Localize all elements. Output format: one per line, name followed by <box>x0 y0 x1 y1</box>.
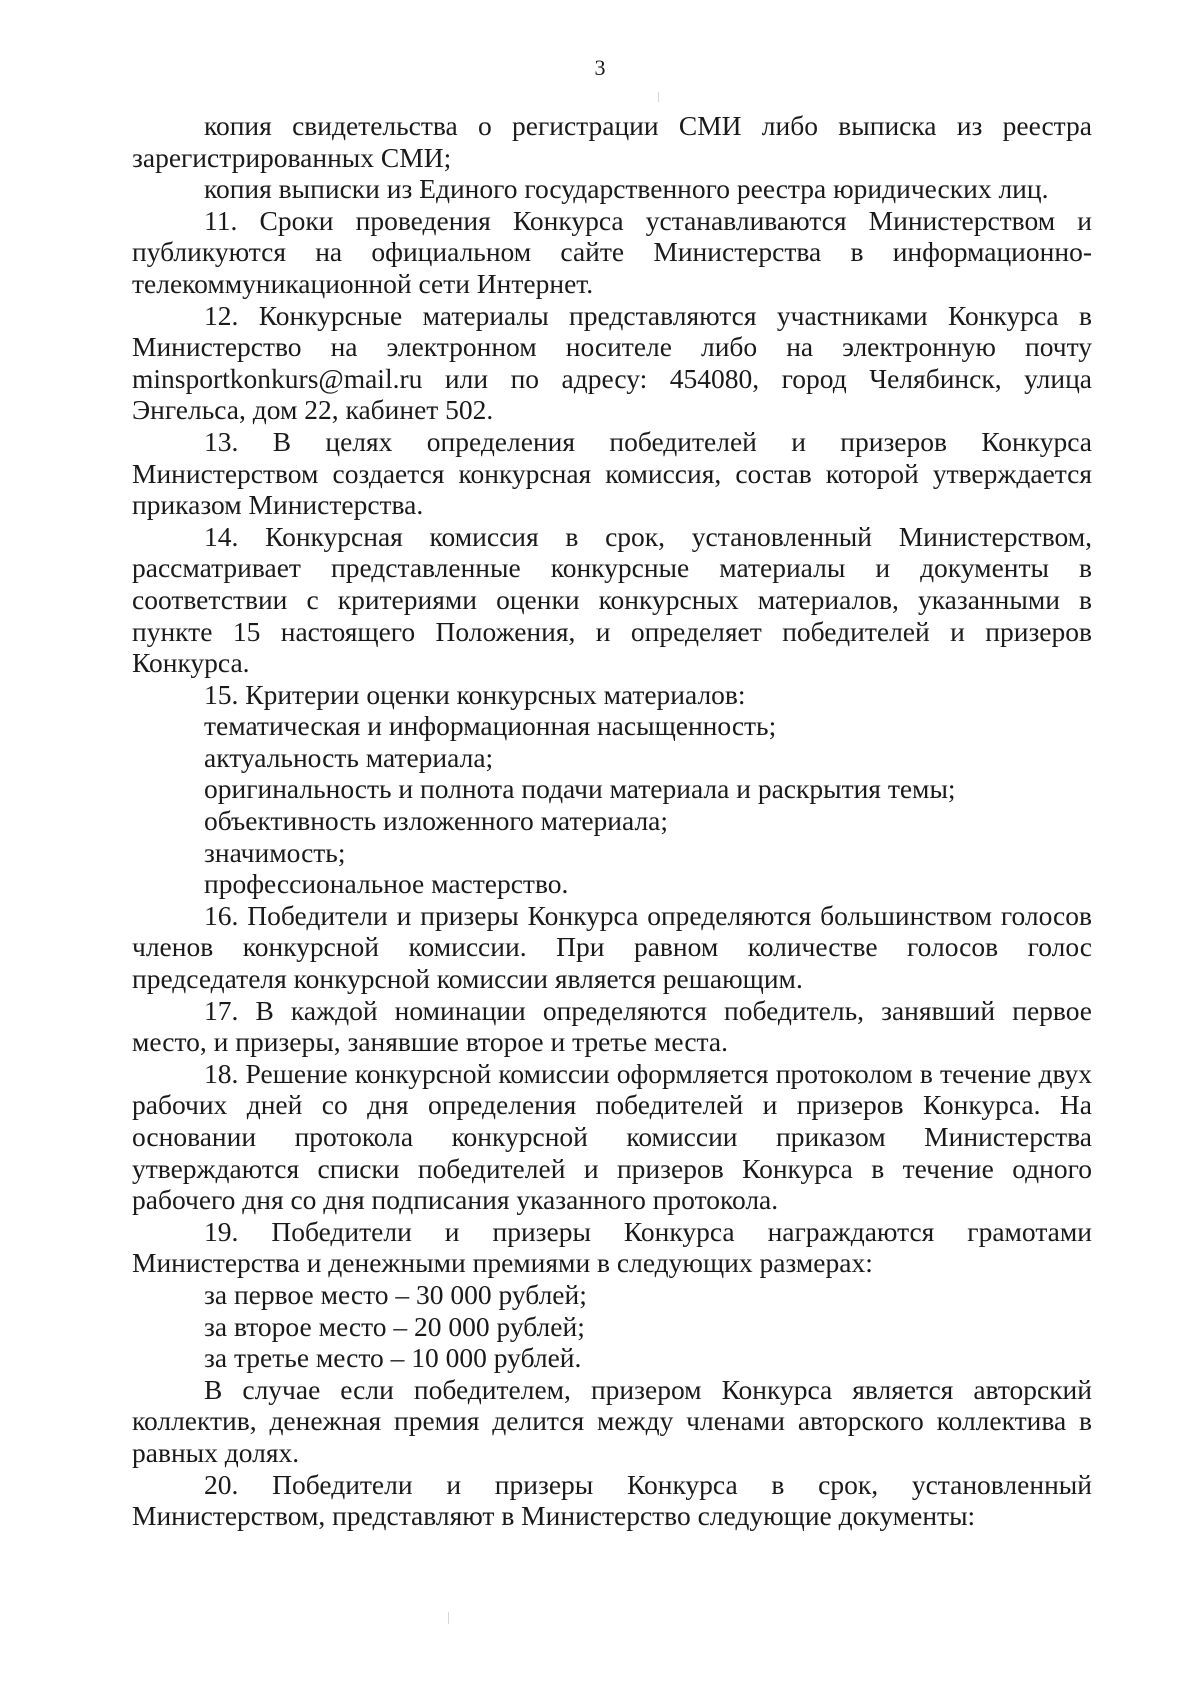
criteria-list-item: значимость; <box>204 836 346 868</box>
document-body <box>132 110 1092 1532</box>
paragraph-12-submission: 12. Конкурсные материалы представляются участниками Конкурса в Министерство на электронном носителе либо на электронную почту minsportkonkurs@mail.ru или по адресу: 454080, город Челябинск, улица Энгельса, дом 22, кабинет 502. <box>132 299 1092 426</box>
criteria-list-item: тематическая и информационная насыщенность; <box>204 710 777 742</box>
paragraph-copy-legal-register: копия выписки из Единого государственного реестра юридических лиц. <box>204 173 1049 205</box>
prize-list-item: за первое место – 30 000 рублей; <box>204 1278 587 1310</box>
criteria-list-item: оригинальность и полнота подачи материала и раскрытия темы; <box>204 773 956 805</box>
paragraph-20-documents: 20. Победители и призеры Конкурса в срок, установленный Министерством, представляют в Министерство следующие документы: <box>132 1468 1092 1532</box>
paragraph-11-contest-dates: 11. Сроки проведения Конкурса устанавливаются Министерством и публикуются на официальном сайте Министерства в информационно-телекоммуникационной сети Интернет. <box>132 204 1092 299</box>
paragraph-17-nominations: 17. В каждой номинации определяются победитель, занявший первое место, и призеры, занявшие второе и третье места. <box>132 994 1092 1058</box>
paragraph-14-review: 14. Конкурсная комиссия в срок, установленный Министерством, рассматривает представленные конкурсные материалы и документы в соответствии с критериями оценки конкурсных материалов, указанными в пункте 15 настоящего Положения, и определяет победителей и призеров Конкурса. <box>132 520 1092 679</box>
criteria-list-item: профессиональное мастерство. <box>204 868 569 900</box>
paragraph-author-collective: В случае если победителем, призером Конкурса является авторский коллектив, денежная премия делится между членами авторского коллектива в равных долях. <box>132 1373 1092 1468</box>
paragraph-18-protocol: 18. Решение конкурсной комиссии оформляется протоколом в течение двух рабочих дней со дня определения победителей и призеров Конкурса. На основании протокола конкурсной комиссии приказом Министерства утверждаются списки победителей и призеров Конкурса в течение одного рабочего дня со дня подписания указанного протокола. <box>132 1057 1092 1216</box>
paragraph-13-commission: 13. В целях определения победителей и призеров Конкурса Министерством создается конкурсная комиссия, состав которой утверждается приказом Министерства. <box>132 425 1092 521</box>
paragraph-19-awards: 19. Победители и призеры Конкурса награждаются грамотами Министерства и денежными премиями в следующих размерах: <box>132 1215 1092 1279</box>
scan-artifact-line <box>448 1612 449 1624</box>
prize-list-item: за третье место – 10 000 рублей. <box>204 1342 582 1374</box>
scan-artifact-line <box>658 92 659 102</box>
paragraph-15-criteria-heading: 15. Критерии оценки конкурсных материалов: <box>204 678 746 710</box>
paragraph-16-winners-vote: 16. Победители и призеры Конкурса определяются большинством голосов членов конкурсной комиссии. При равном количестве голосов голос председателя конкурсной комиссии является решающим. <box>132 899 1092 995</box>
paragraph-copy-smi-certificate: копия свидетельства о регистрации СМИ либо выписка из реестра зарегистрированных СМИ; <box>132 110 1092 173</box>
criteria-list-item: актуальность материала; <box>204 741 494 773</box>
criteria-list-item: объективность изложенного материала; <box>204 805 669 837</box>
prize-list-item: за второе место – 20 000 рублей; <box>204 1310 585 1342</box>
page-number: 3 <box>594 55 606 80</box>
